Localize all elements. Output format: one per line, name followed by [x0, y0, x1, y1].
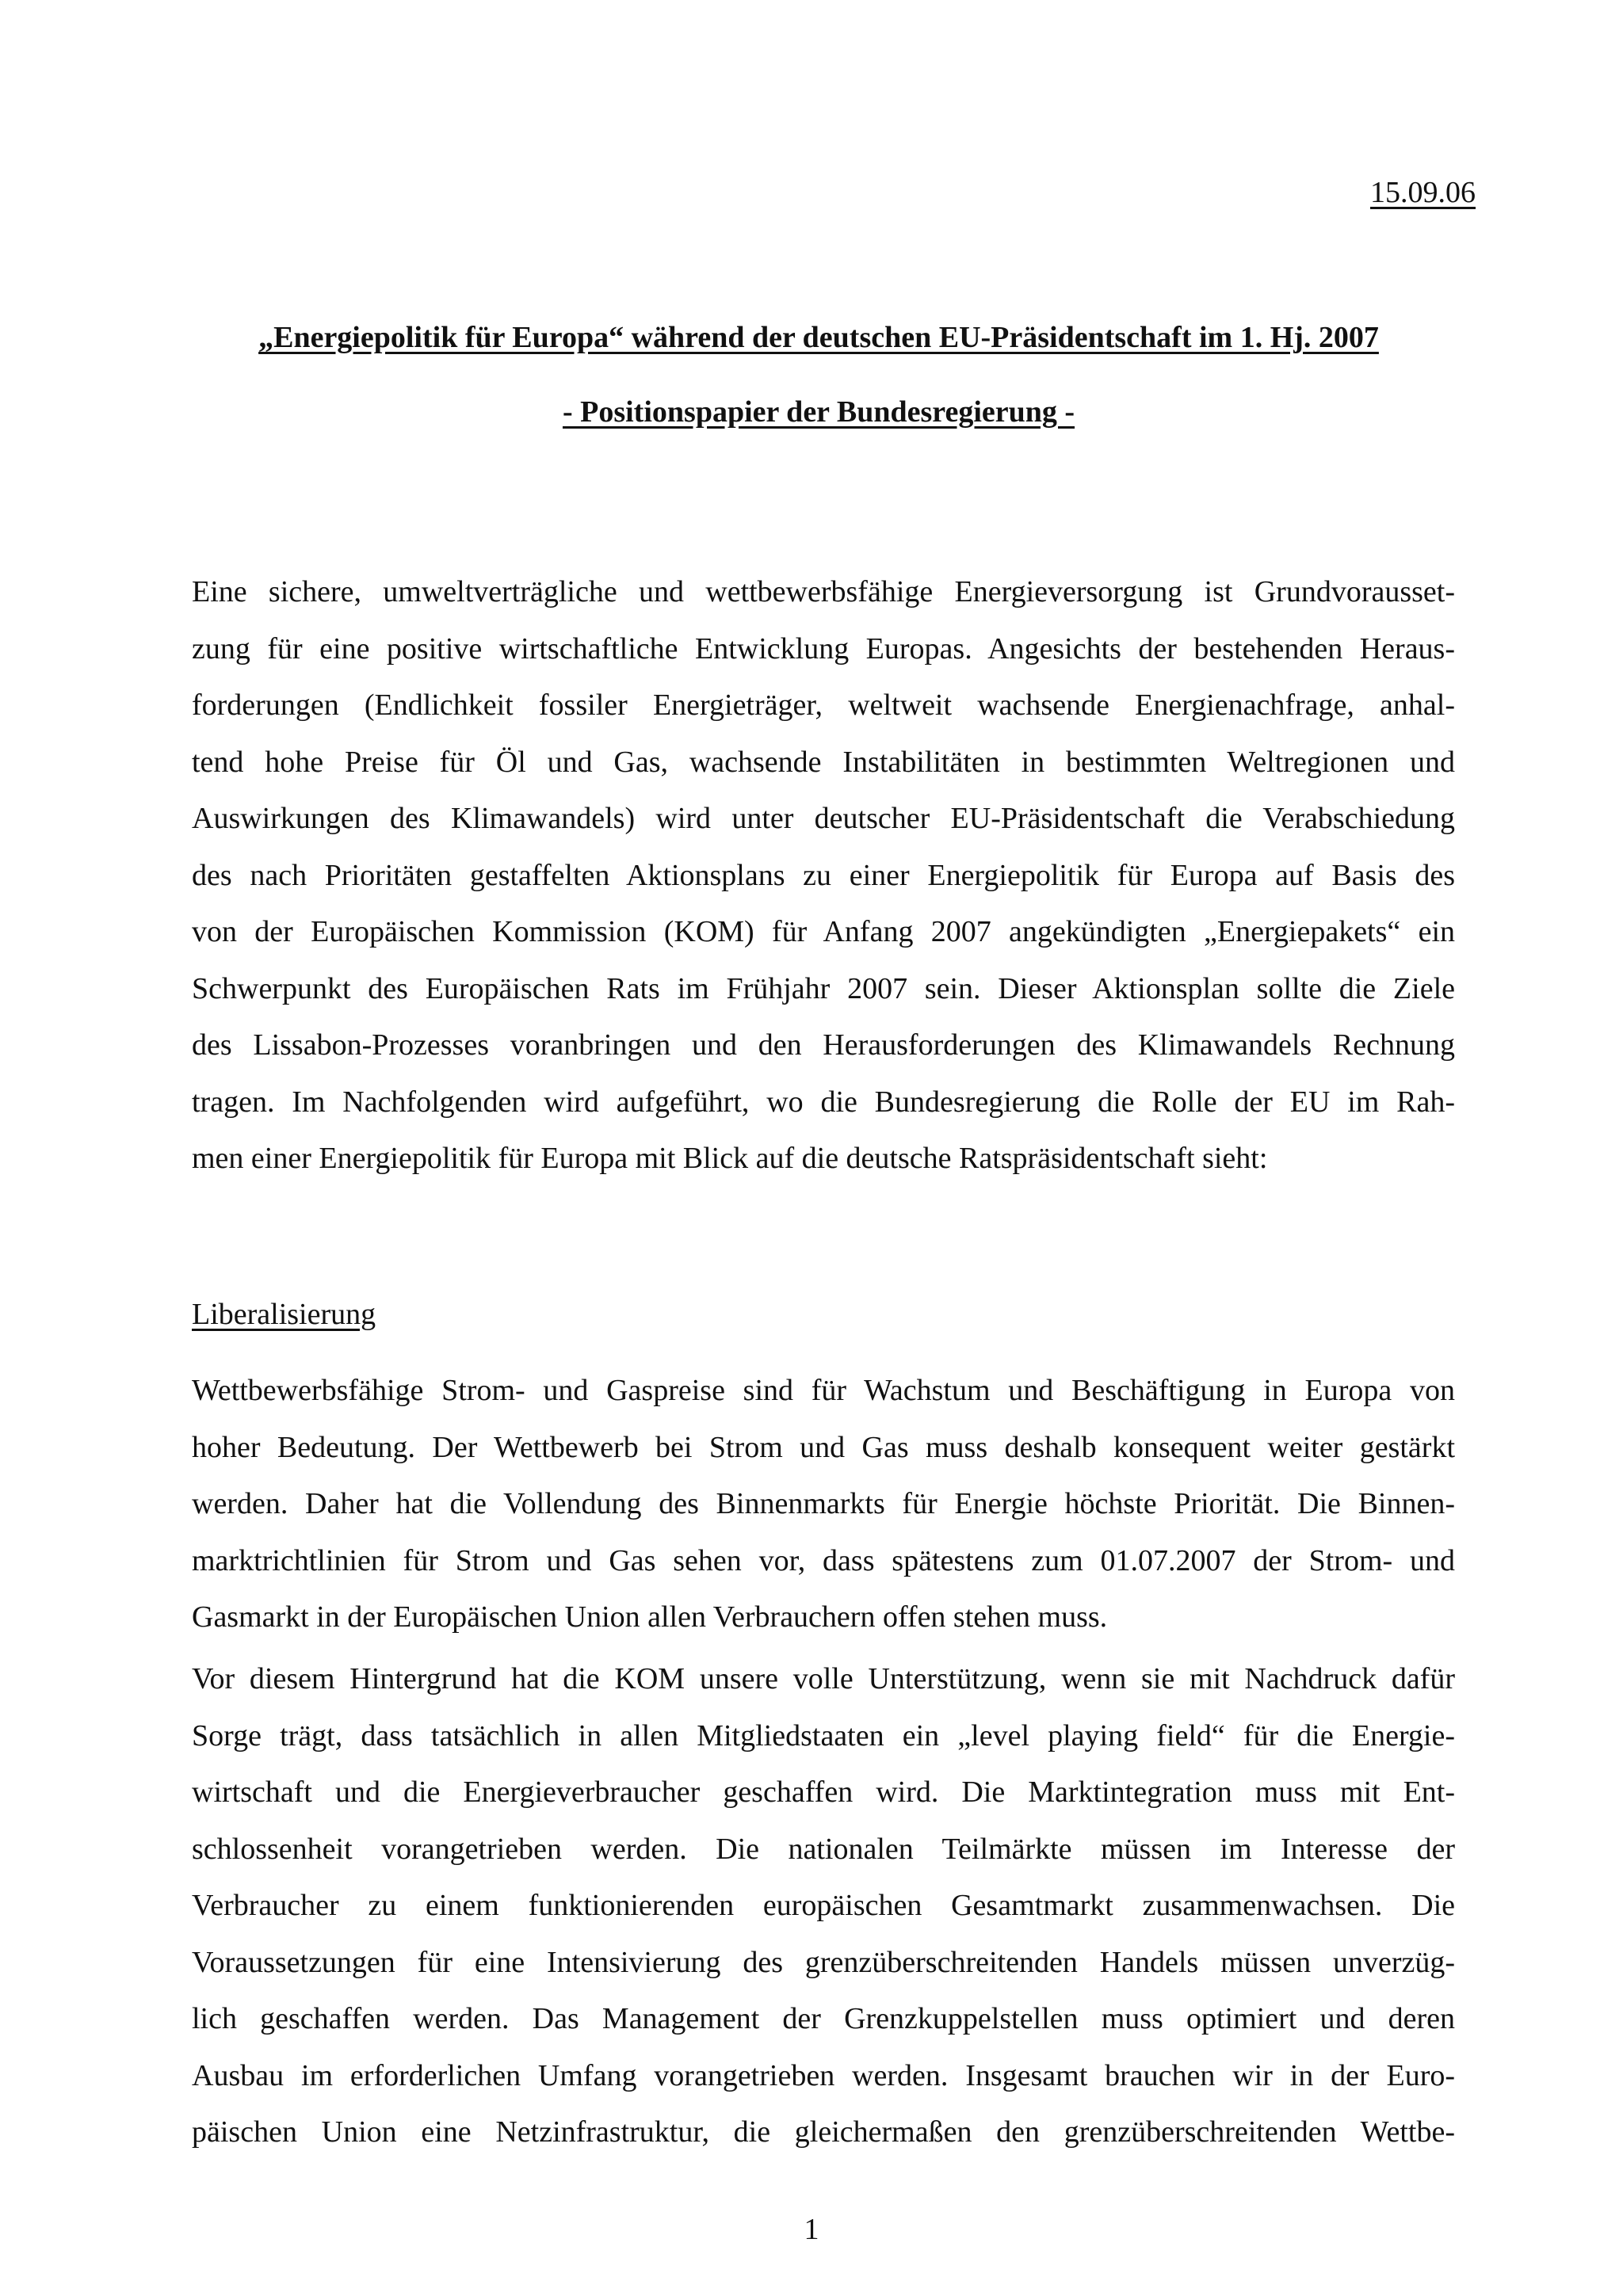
- document-title: „Energiepolitik für Europa“ während der deutschen EU-Präsidentschaft im 1. Hj. 2007: [258, 321, 1379, 354]
- text-line: Sorge trägt, dass tatsächlich in allen Mitgliedstaaten ein „level playing field“ für die Energie-: [192, 1718, 1455, 1753]
- document-subtitle: - Positionspapier der Bundesregierung -: [562, 395, 1075, 429]
- text-line: marktrichtlinien für Strom und Gas sehen vor, dass spätestens zum 01.07.2007 der Strom- und: [192, 1543, 1455, 1577]
- text-line: lich geschaffen werden. Das Management der Grenzkuppelstellen muss optimiert und deren: [192, 2002, 1455, 2035]
- text-line: päischen Union eine Netzinfrastruktur, die gleichermaßen den grenzüberschreitenden Wettbe-: [192, 2115, 1455, 2149]
- liberalisierung-paragraph-2: [192, 1651, 1455, 2161]
- text-line: Eine sichere, umweltverträgliche und wettbewerbsfähige Energieversorgung ist Grundvorausset-: [192, 575, 1455, 608]
- section-heading: Liberalisierung: [192, 1298, 376, 1331]
- text-line: werden. Daher hat die Vollendung des Binnenmarkts für Energie höchste Priorität. Die Binnen-: [192, 1487, 1455, 1520]
- page-number: 1: [804, 2213, 819, 2246]
- text-line: Vor diesem Hintergrund hat die KOM unsere volle Unterstützung, wenn sie mit Nachdruck dafür: [192, 1662, 1455, 1695]
- text-line: Ausbau im erforderlichen Umfang vorangetrieben werden. Insgesamt brauchen wir in der Euro-: [192, 2058, 1455, 2092]
- text-line: Auswirkungen des Klimawandels) wird unter deutscher EU-Präsidentschaft die Verabschiedung: [192, 802, 1455, 835]
- text-line: des Lissabon-Prozesses voranbringen und den Herausforderungen des Klimawandels Rechnung: [192, 1028, 1455, 1062]
- document-date: 15.09.06: [1370, 176, 1476, 209]
- text-line: Voraussetzungen für eine Intensivierung des grenzüberschreitenden Handels müssen unverzüg-: [192, 1945, 1455, 1979]
- liberalisierung-paragraph-1: [192, 1363, 1455, 1646]
- text-line: von der Europäischen Kommission (KOM) für Anfang 2007 angekündigten „Energiepakets“ ein: [192, 915, 1455, 948]
- text-line: Wettbewerbsfähige Strom- und Gaspreise sind für Wachstum und Beschäftigung in Europa von: [192, 1374, 1455, 1407]
- text-line: Verbraucher zu einem funktionierenden europäischen Gesamtmarkt zusammenwachsen. Die: [192, 1889, 1455, 1922]
- text-line: wirtschaft und die Energieverbraucher geschaffen wird. Die Marktintegration muss mit Ent-: [192, 1775, 1455, 1809]
- text-line: tragen. Im Nachfolgenden wird aufgeführt, wo die Bundesregierung die Rolle der EU im Rah-: [192, 1085, 1455, 1119]
- text-line: forderungen (Endlichkeit fossiler Energieträger, weltweit wachsende Energienachfrage, anhal-: [192, 688, 1455, 722]
- text-line: des nach Prioritäten gestaffelten Aktionsplans zu einer Energiepolitik für Europa auf Basis des: [192, 858, 1455, 892]
- intro-paragraph: [192, 564, 1455, 1188]
- text-line: tend hohe Preise für Öl und Gas, wachsende Instabilitäten in bestimmten Weltregionen und: [192, 745, 1455, 779]
- text-line: schlossenheit vorangetrieben werden. Die nationalen Teilmärkte müssen im Interesse der: [192, 1832, 1455, 1866]
- text-line: hoher Bedeutung. Der Wettbewerb bei Strom und Gas muss deshalb konsequent weiter gestärkt: [192, 1430, 1455, 1464]
- text-line: zung für eine positive wirtschaftliche Entwicklung Europas. Angesichts der bestehenden Heraus-: [192, 631, 1455, 666]
- text-line: Schwerpunkt des Europäischen Rats im Frühjahr 2007 sein. Dieser Aktionsplan sollte die Ziele: [192, 971, 1455, 1005]
- text-line: men einer Energiepolitik für Europa mit Blick auf die deutsche Ratspräsidentschaft sieht:: [192, 1142, 1268, 1175]
- text-line: Gasmarkt in der Europäischen Union allen Verbrauchern offen stehen muss.: [192, 1600, 1108, 1634]
